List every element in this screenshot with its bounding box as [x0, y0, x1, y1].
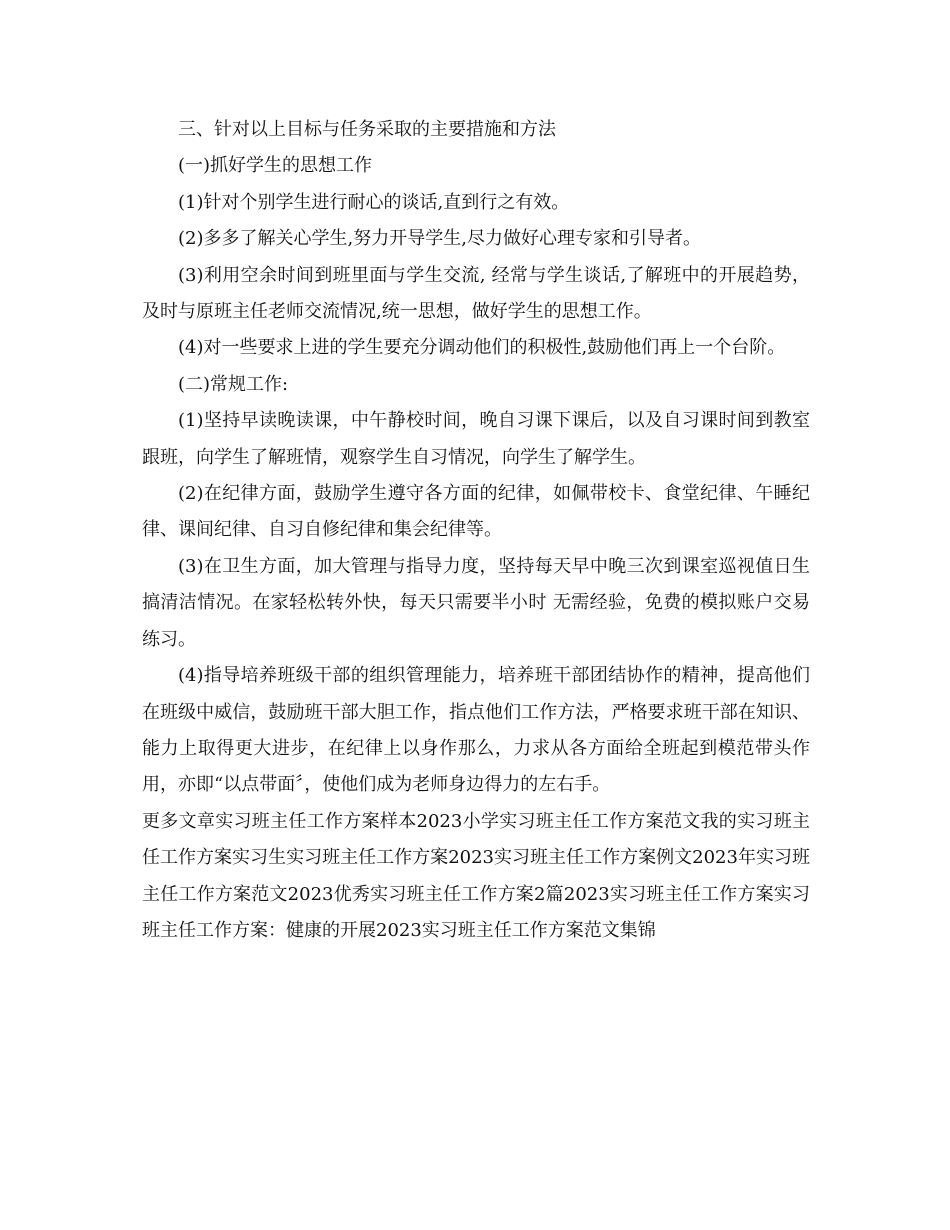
paragraph: (4)对一些要求上进的学生要充分调动他们的积极性,鼓励他们再上一个台阶。	[178, 337, 786, 359]
paragraph: (1)坚持早读晚读课，中午静校时间，晚自习课下课后，以及自习课时间到教室跟班，向学生了解班情，观察学生自习情况，向学生了解学生。	[142, 410, 810, 468]
paragraph: (2)多多了解关心学生,努力开导学生,尽力做好心理专家和引导者。	[178, 228, 701, 250]
more-articles-text: 更多文章实习班主任工作方案样本2023小学实习班主任工作方案范文我的实习班主任工作方案实习生实习班主任工作方案2023实习班主任工作方案例文2023年实习班主任工作方案范文2023优秀实习班主任工作方案2篇2023实习班主任工作方案实习班主任工作方案：健康的开展2023实习班主任工作方案范文集锦	[142, 810, 810, 941]
paragraph: (3)在卫生方面，加大管理与指导力度，坚持每天早中晚三次到课室巡视值日生搞清洁情况。在家轻松转外快，每天只需要半小时 无需经验，免费的模拟账户交易练习。	[142, 555, 810, 650]
paragraph: (3)利用空余时间到班里面与学生交流, 经常与学生谈话,了解班中的开展趋势，及时与原班主任老师交流情况,统一思想，做好学生的思想工作。	[142, 264, 810, 323]
subsection-heading: (一)抓好学生的思想工作	[178, 155, 373, 177]
paragraph: (2)在纪律方面，鼓励学生遵守各方面的纪律，如佩带校卡、食堂纪律、午睡纪律、课间纪律、自习自修纪律和集会纪律等。	[142, 483, 810, 541]
paragraph: (1)针对个别学生进行耐心的谈话,直到行之有效。	[178, 191, 570, 213]
subsection-heading: (二)常规工作:	[178, 373, 289, 395]
paragraph: (4)指导培养班级干部的组织管理能力，培养班干部团结协作的精神，提高他们在班级中威信，鼓励班干部大胆工作，指点他们工作方法，严格要求班干部在知识、能力上取得更大进步，在纪律上以身作那么，力求从各方面给全班起到模范带头作用，亦即“以点带面〞，使他们成为老师身边得力的左右手。	[142, 665, 810, 796]
document-body	[142, 112, 810, 949]
section-heading: 三、针对以上目标与任务采取的主要措施和方法	[178, 119, 556, 140]
